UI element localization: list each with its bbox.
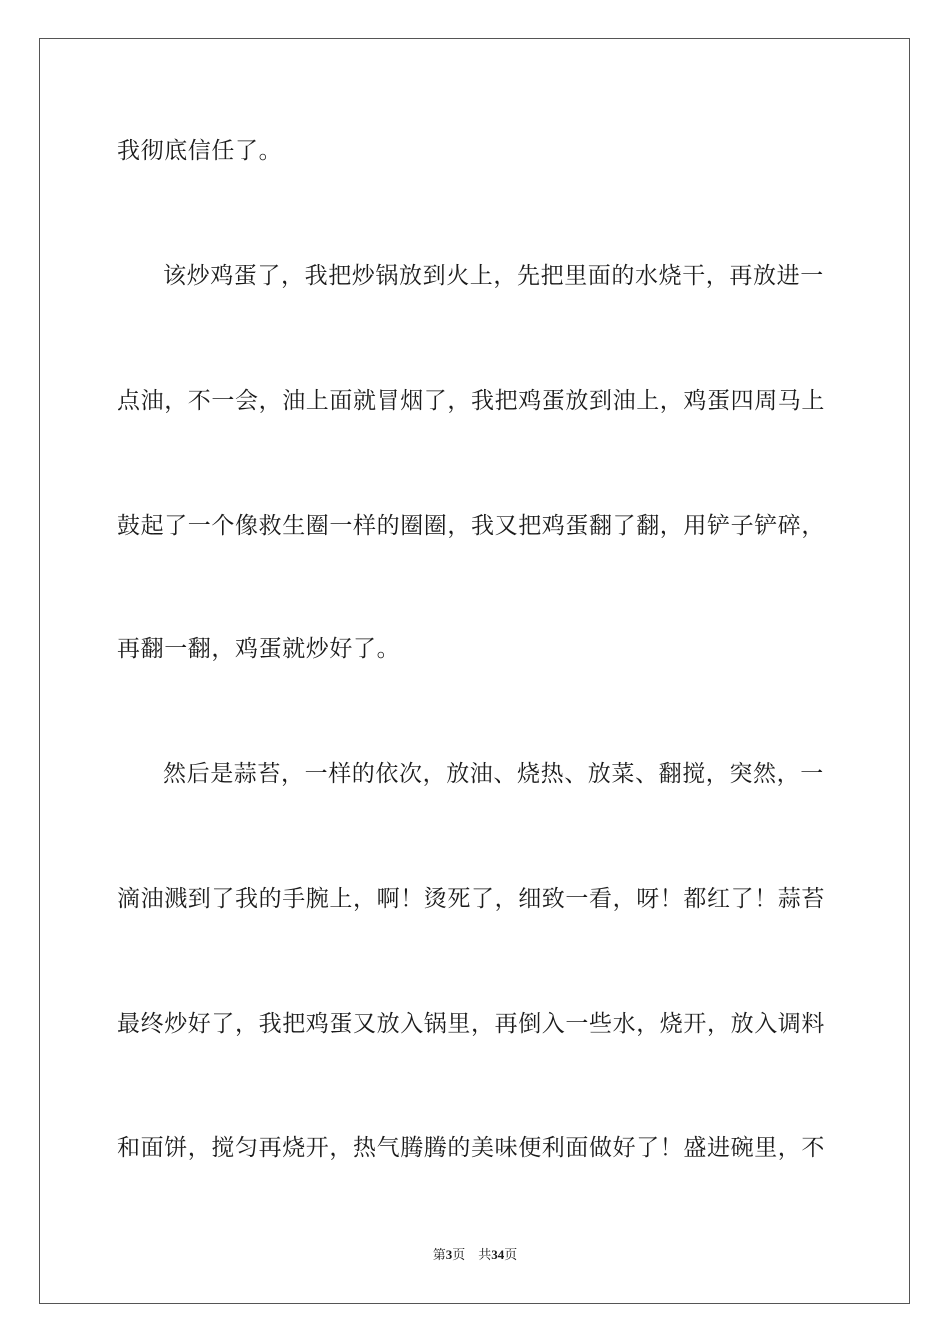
text-line: 点油，不一会，油上面就冒烟了，我把鸡蛋放到油上，鸡蛋四周马上 [117, 388, 825, 414]
total-prefix: 共 [478, 1247, 492, 1262]
text-line: 然后是蒜苔，一样的依次，放油、烧热、放菜、翻搅，突然，一 [163, 761, 824, 787]
text-line: 鼓起了一个像救生圈一样的圈圈，我又把鸡蛋翻了翻，用铲子铲碎， [117, 513, 825, 539]
total-pages: 34 [491, 1247, 505, 1262]
text-line: 我彻底信任了。 [117, 138, 283, 164]
page-prefix: 第 [432, 1247, 446, 1262]
text-line: 最终炒好了，我把鸡蛋又放入锅里，再倒入一些水，烧开，放入调料 [117, 1011, 825, 1037]
page-number: 3 [445, 1247, 453, 1262]
page-footer [0, 1247, 950, 1263]
text-line: 和面饼，搅匀再烧开，热气腾腾的美味便利面做好了！盛进碗里，不 [117, 1135, 825, 1161]
text-line: 滴油溅到了我的手腕上，啊！烫死了，细致一看，呀！都红了！蒜苔 [117, 886, 825, 912]
page-border [39, 38, 910, 1304]
page-suffix: 页 [452, 1247, 466, 1262]
text-line: 该炒鸡蛋了，我把炒锅放到火上，先把里面的水烧干，再放进一 [163, 263, 824, 289]
text-line: 再翻一翻，鸡蛋就炒好了。 [117, 636, 401, 662]
total-suffix: 页 [504, 1247, 518, 1262]
